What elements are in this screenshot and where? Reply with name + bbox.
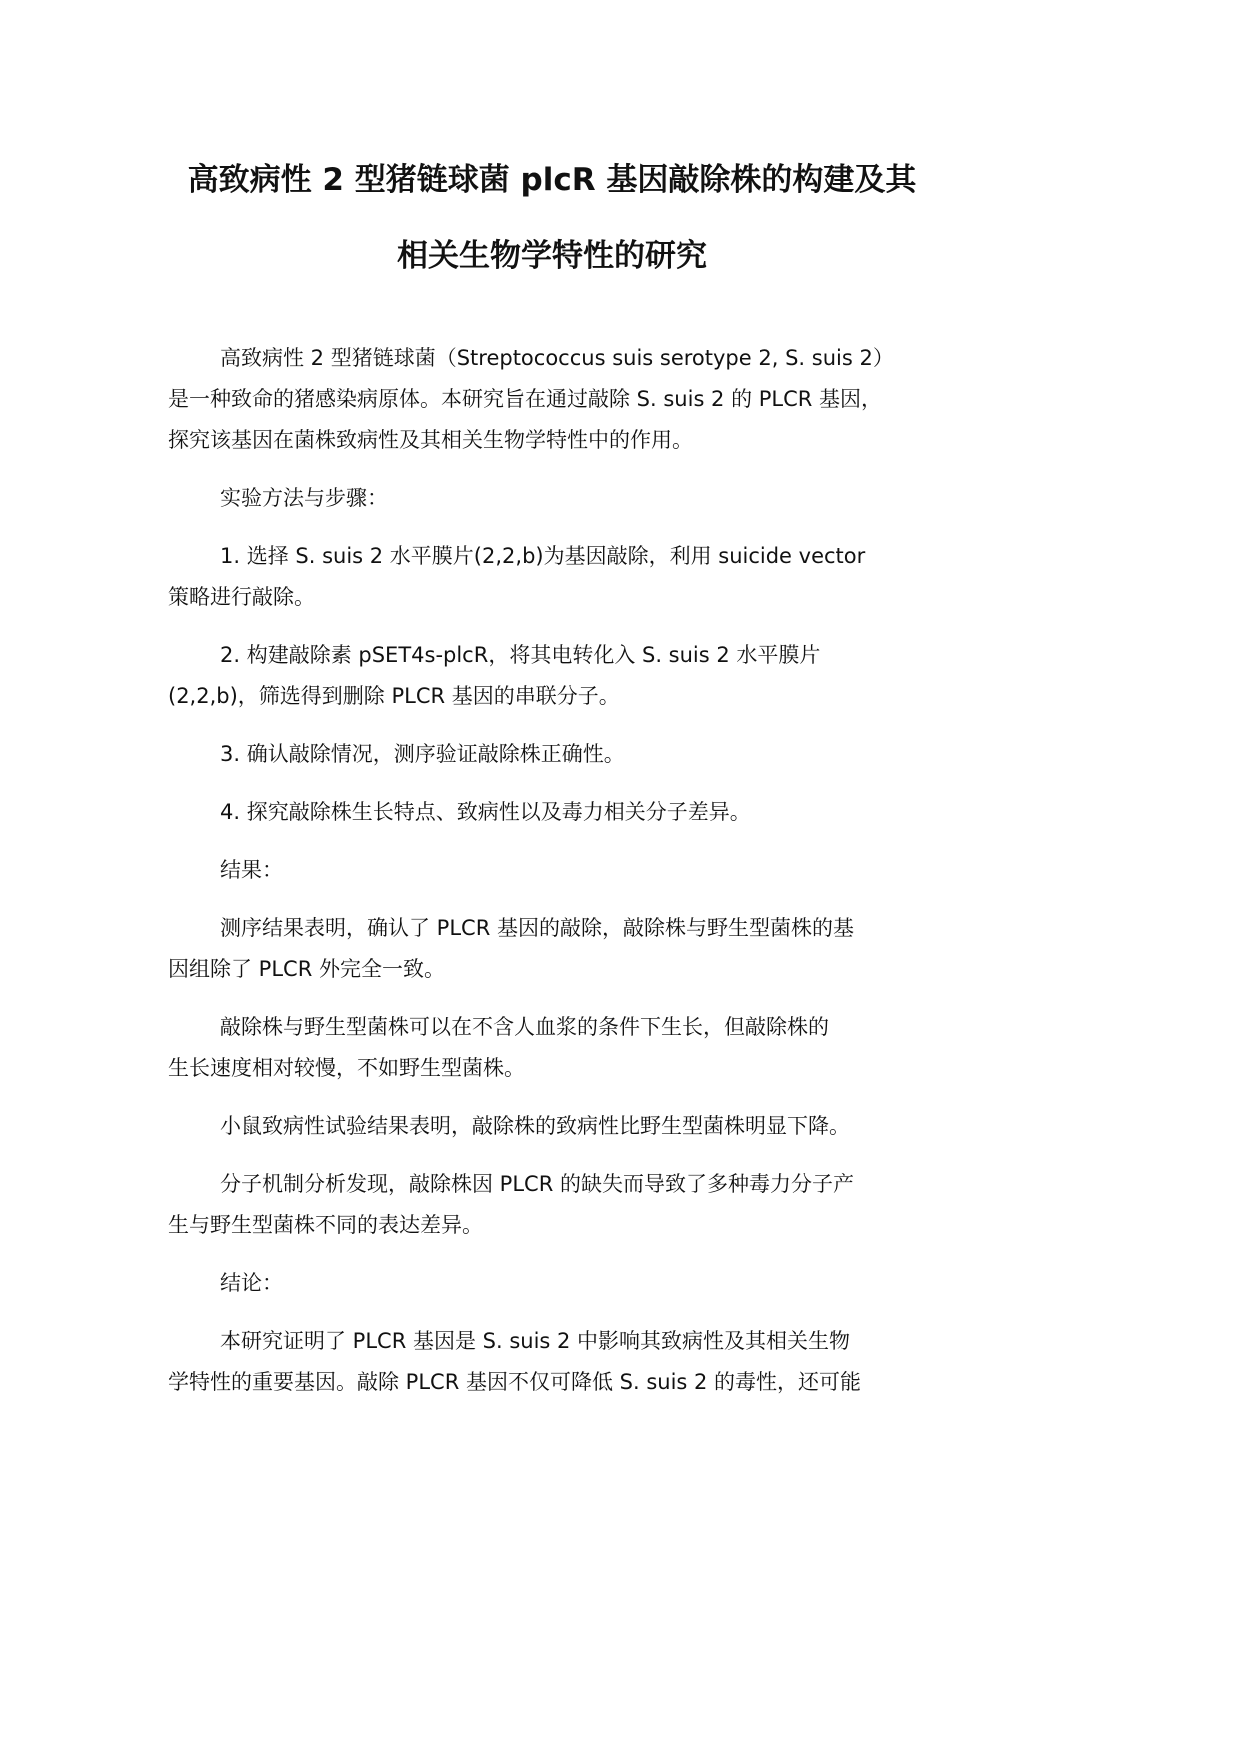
paragraph-line: 4. 探究敲除株生长特点、致病性以及毒力相关分子差异。 xyxy=(220,800,751,824)
paragraph xyxy=(168,1321,968,1403)
paragraph-line: 生长速度相对较慢，不如野生型菌株。 xyxy=(168,1056,525,1080)
paragraph-line: 测序结果表明，确认了 PLCR 基因的敲除，敲除株与野生型菌株的基 xyxy=(220,916,854,940)
document-title-line-2: 相关生物学特性的研究 xyxy=(397,238,707,274)
document-body xyxy=(168,338,968,1420)
paragraph-line: 因组除了 PLCR 外完全一致。 xyxy=(168,957,445,981)
paragraph-line: 生与野生型菌株不同的表达差异。 xyxy=(168,1213,483,1237)
paragraph xyxy=(168,1007,968,1089)
paragraph-line: 3. 确认敲除情况，测序验证敲除株正确性。 xyxy=(220,742,625,766)
paragraph-line: 结论： xyxy=(220,1271,283,1295)
paragraph-line: 小鼠致病性试验结果表明，敲除株的致病性比野生型菌株明显下降。 xyxy=(220,1114,850,1138)
document-title-line-1: 高致病性 2 型猪链球菌 plcR 基因敲除株的构建及其 xyxy=(187,162,917,198)
paragraph-line: (2,2,b)，筛选得到删除 PLCR 基因的串联分子。 xyxy=(168,684,620,708)
paragraph-line: 分子机制分析发现，敲除株因 PLCR 的缺失而导致了多种毒力分子产 xyxy=(220,1172,854,1196)
paragraph xyxy=(168,792,968,833)
paragraph xyxy=(168,338,968,461)
paragraph xyxy=(168,908,968,990)
paragraph xyxy=(168,850,968,891)
paragraph-line: 是一种致命的猪感染病原体。本研究旨在通过敲除 S. suis 2 的 PLCR 基因， xyxy=(168,387,883,411)
paragraph xyxy=(168,734,968,775)
paragraph-line: 2. 构建敲除素 pSET4s-plcR，将其电转化入 S. suis 2 水平膜片 xyxy=(220,643,821,667)
paragraph-line: 实验方法与步骤： xyxy=(220,486,388,510)
paragraph xyxy=(168,1106,968,1147)
paragraph-line: 1. 选择 S. suis 2 水平膜片(2,2,b)为基因敲除，利用 suicide vector xyxy=(220,544,866,568)
paragraph-line: 敲除株与野生型菌株可以在不含人血浆的条件下生长，但敲除株的 xyxy=(220,1015,829,1039)
paragraph xyxy=(168,536,968,618)
paragraph-line: 策略进行敲除。 xyxy=(168,585,315,609)
paragraph-line: 结果： xyxy=(220,858,283,882)
paragraph xyxy=(168,478,968,519)
paragraph xyxy=(168,635,968,717)
paragraph-line: 高致病性 2 型猪链球菌（Streptococcus suis serotype 2, S. suis 2） xyxy=(220,346,894,370)
paragraph xyxy=(168,1263,968,1304)
paragraph-line: 本研究证明了 PLCR 基因是 S. suis 2 中影响其致病性及其相关生物 xyxy=(220,1329,851,1353)
paragraph xyxy=(168,1164,968,1246)
paragraph-line: 探究该基因在菌株致病性及其相关生物学特性中的作用。 xyxy=(168,428,693,452)
paragraph-line: 学特性的重要基因。敲除 PLCR 基因不仅可降低 S. suis 2 的毒性，还可能 xyxy=(168,1370,862,1394)
